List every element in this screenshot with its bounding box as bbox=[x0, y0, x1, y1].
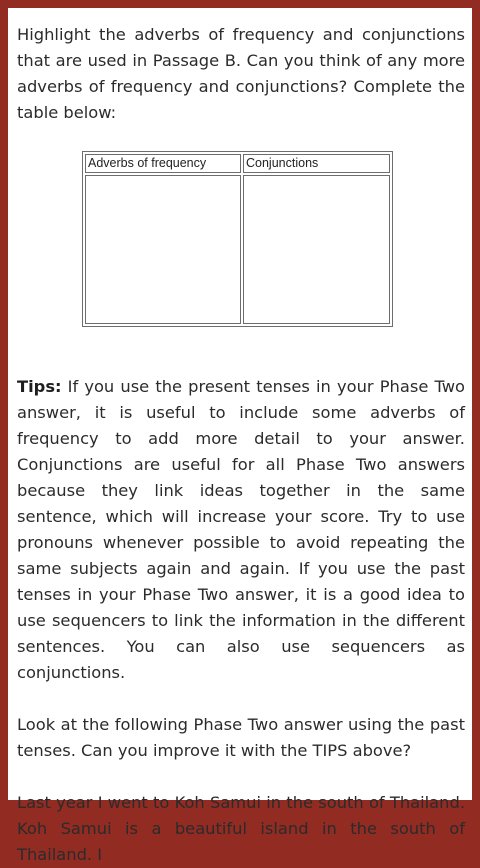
intro-paragraph: Highlight the adverbs of frequency and conjunctions that are used in Passage B. Can you think of any more adverbs of frequency and conjunctions? Complete the table below: bbox=[17, 25, 465, 122]
tips-text: If you use the present tenses in your Phase Two answer, it is useful to include some adverbs of frequency to add more detail to your answer. Conjunctions are useful for all Phase Two answers because they link ideas together in the same sentence, which will increase your score. Try to use pronouns whenever possible to avoid repeating the same subjects again and again. If you use the past tenses in your Phase Two answer, it is a good idea to use sequencers to link the information in the different sentences. You can also use sequencers as conjunctions. bbox=[17, 377, 465, 682]
passage-paragraph: Last year I went to Koh Samui in the south of Thailand. Koh Samui is a beautiful island in the south of Thailand. I bbox=[17, 793, 465, 864]
prompt-paragraph: Look at the following Phase Two answer using the past tenses. Can you improve it with the TIPS above? bbox=[17, 715, 465, 760]
tips-label: Tips: bbox=[17, 377, 62, 396]
content bbox=[17, 22, 465, 868]
table-header-row bbox=[85, 154, 390, 173]
header-conjunctions: Conjunctions bbox=[243, 154, 390, 173]
cell-adverbs[interactable] bbox=[85, 175, 241, 324]
tips-paragraph bbox=[17, 374, 465, 686]
cell-conjunctions[interactable] bbox=[243, 175, 390, 324]
table-wrapper bbox=[17, 126, 465, 374]
page bbox=[8, 8, 472, 864]
table-body-row bbox=[85, 175, 390, 324]
header-adverbs: Adverbs of frequency bbox=[85, 154, 241, 173]
phrase-table bbox=[82, 151, 393, 327]
